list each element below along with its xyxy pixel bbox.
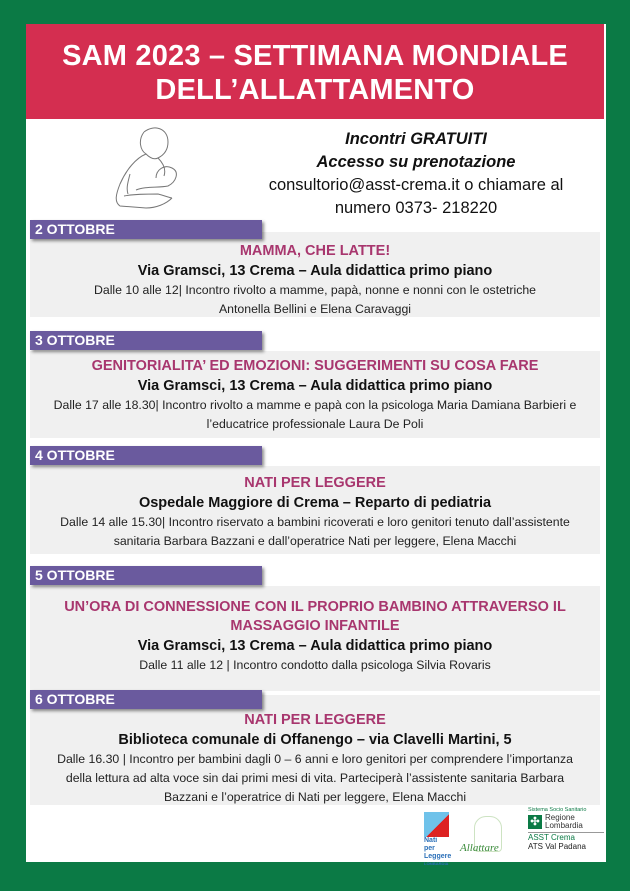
- event-box: [30, 351, 600, 438]
- event-description: Dalle 10 alle 12| Incontro rivolto a mamme, papà, nonne e nonni con le ostetriche: [93, 283, 537, 297]
- date-tab: 3 OTTOBRE: [30, 331, 262, 350]
- event-title: MASSAGGIO INFANTILE: [230, 618, 400, 634]
- poster-panel: [26, 24, 606, 866]
- event-description: Bazzani e l’operatrice di Nati per leggere, Elena Macchi: [163, 790, 467, 804]
- event-location: Via Gramsci, 13 Crema – Aula didattica primo piano: [137, 263, 493, 279]
- regione-lombardia-logo: Sistema Socio Sanitario ✣ Regione Lombardia ASST Crema ATS Val Padana: [528, 806, 604, 851]
- event-location: Biblioteca comunale di Offanengo – via Clavelli Martini, 5: [118, 732, 512, 748]
- date-tab: 4 OTTOBRE: [30, 446, 262, 465]
- event-description: Dalle 11 alle 12 | Incontro condotto dalla psicologa Silvia Rovaris: [139, 658, 491, 672]
- event-description: della lettura ad alta voce sin dai primi mesi di vita. Parteciperà l’assistente sanitaria Barbara: [65, 771, 565, 785]
- lombardy-rose-icon: ✣: [528, 815, 542, 829]
- header-line-2: DELL’ALLATTAMENTO: [155, 74, 475, 106]
- nati-per-leggere-logo: Nati per Leggere LOMBARDIA: [424, 812, 450, 860]
- event-title: UN’ORA DI CONNESSIONE CON IL PROPRIO BAMBINO ATTRAVERSO IL: [64, 599, 566, 615]
- event-description: Dalle 14 alle 15.30| Incontro riservato a bambini ricoverati e loro genitori tenuto dall’assistente: [60, 515, 570, 529]
- event-title: GENITORIALITA’ ED EMOZIONI: SUGGERIMENTI SU COSA FARE: [91, 358, 539, 374]
- date-tab: 2 OTTOBRE: [30, 220, 262, 239]
- intro-info: [236, 128, 596, 220]
- event-description: Antonella Bellini e Elena Caravaggi: [218, 302, 412, 316]
- sponsor-logos: [418, 806, 604, 866]
- contact-email-text[interactable]: consultorio@asst-crema.it o chiamare al: [268, 176, 564, 194]
- book-icon: [424, 812, 449, 837]
- breastfeeding-mother-icon: [106, 124, 196, 212]
- booking-required-text: Accesso su prenotazione: [316, 153, 516, 171]
- contact-phone-text[interactable]: numero 0373- 218220: [334, 199, 498, 217]
- event-description: Dalle 17 alle 18.30| Incontro rivolto a mamme e papà con la psicologa Maria Damiana Barbieri e: [53, 398, 577, 412]
- poster-header: [26, 24, 604, 119]
- event-description: Dalle 16.30 | Incontro per bambini dagli 0 – 6 anni e loro genitori per comprendere l’importanza: [57, 752, 573, 766]
- event-title: NATI PER LEGGERE: [244, 712, 386, 728]
- date-tab: 5 OTTOBRE: [30, 566, 262, 585]
- event-description: sanitaria Barbara Bazzani e dall’operatrice Nati per leggere, Elena Macchi: [113, 534, 517, 548]
- event-description: l’educatrice professionale Laura De Poli: [206, 417, 424, 431]
- header-line-1: SAM 2023 – SETTIMANA MONDIALE: [62, 40, 568, 72]
- event-box: [30, 466, 600, 554]
- event-title: MAMMA, CHE LATTE!: [239, 243, 391, 259]
- allattare-logo: Allattare: [460, 816, 518, 860]
- event-box: [30, 586, 600, 691]
- event-title: NATI PER LEGGERE: [244, 475, 386, 491]
- event-location: Via Gramsci, 13 Crema – Aula didattica primo piano: [137, 378, 493, 394]
- free-meetings-text: Incontri GRATUITI: [345, 130, 487, 148]
- date-tab: 6 OTTOBRE: [30, 690, 262, 709]
- event-location: Via Gramsci, 13 Crema – Aula didattica primo piano: [137, 638, 493, 654]
- event-location: Ospedale Maggiore di Crema – Reparto di pediatria: [138, 495, 492, 511]
- event-box: [30, 695, 600, 805]
- event-box: [30, 232, 600, 317]
